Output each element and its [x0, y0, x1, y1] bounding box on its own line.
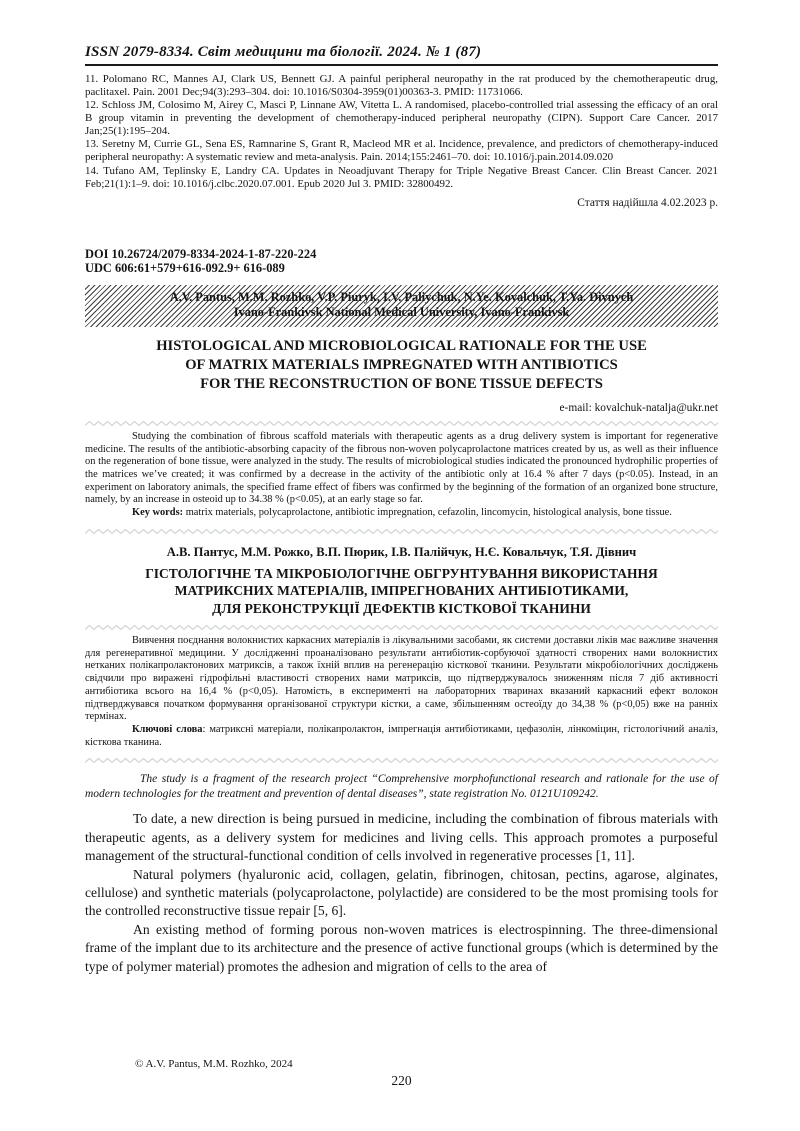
body-paragraph: Natural polymers (hyaluronic acid, collagen, gelatin, fibrinogen, chitosan, pectins, agarose, alginates, cellulose) and synthetic materials (polycaprolactone, polylactide) are considered to be the most promising tools for the controlled reconstructive tissue repair [5, 6].: [85, 866, 718, 919]
email-line: e-mail: kovalchuk-natalja@ukr.net: [559, 401, 718, 414]
article-title-ua-line: МАТРИКСНИХ МАТЕРІАЛІВ, ІМПРЕГНОВАНИХ АНТИБІОТИКАМИ,: [174, 583, 629, 599]
affiliation-en: Ivano-Frankivsk National Medical University, Ivano-Frankivsk: [233, 305, 570, 320]
page-number: 220: [391, 1073, 412, 1088]
keywords-ua: [85, 724, 718, 749]
article-title-ua-line: ГІСТОЛОГІЧНЕ ТА МІКРОБІОЛОГІЧНЕ ОБГРУНТУВАННЯ ВИКОРИСТАННЯ: [145, 565, 658, 581]
zigzag-divider: [85, 757, 718, 764]
journal-header: ISSN 2079-8334. Світ медицини та біології. 2024. № 1 (87): [85, 44, 718, 66]
authors-en: A.V. Pantus, M.M. Rozhko, V.P. Piuryk, I.V. Paliychuk, N.Ye. Kovalchuk, T.Ya. Divnych: [169, 289, 634, 304]
article-title-ua-line: ДЛЯ РЕКОНСТРУКЦІЇ ДЕФЕКТІВ КІСТКОВОЇ ТКАНИНИ: [212, 601, 591, 617]
article-title-en: [85, 337, 718, 394]
page-footer: [85, 1058, 718, 1089]
keywords-en-label: Key words:: [132, 506, 184, 518]
article-meta: [85, 247, 718, 276]
authors-ua: А.В. Пантус, М.М. Рожко, В.П. Пюрик, І.В. Палійчук, Н.Є. Ковальчук, Т.Я. Дівнич: [166, 544, 637, 559]
abstract-en-block: [85, 431, 718, 520]
keywords-ua-label: Ключові слова: [132, 723, 203, 735]
article-title-en-line: FOR THE RECONSTRUCTION OF BONE TISSUE DEFECTS: [200, 375, 603, 392]
reference-item: 13. Seretny M, Currie GL, Sena ES, Ramnarine S, Grant R, Macleod MR et al. Incidence, prevalence, and predictors of chemotherapy-induced peripheral neuropathy: A systematic review and meta-analysis. Pain. 2014;155:2461–70. doi: 10.1016/j.pain.2014.09.020: [85, 138, 718, 164]
udc-line: UDC 606:61+579+616-092.9+ 616-089: [85, 261, 285, 276]
article-title-ua: [85, 565, 718, 618]
doi-line: DOI 10.26724/2079-8334-2024-1-87-220-224: [85, 246, 317, 261]
body-paragraph: An existing method of forming porous non-woven matrices is electrospinning. The three-dimensional frame of the implant due to its architecture and the presence of active functional groups (which is determined by the type of polymer material) promotes the adhesion and migration of cells to the area of: [85, 921, 718, 974]
project-note: The study is a fragment of the research project “Comprehensive morphofunctional research and rationale for the use of modern technologies for the treatment and prevention of dental diseases”, state registration No. 0121U109242.: [85, 773, 718, 800]
abstract-ua: Вивчення поєднання волокнистих каркасних матеріалів із лікувальними засобами, як системи доставки ліків має важливе значення для регенеративної медицини. У дослідженні проаналізовано результати антибіотик-сорбуючої здатності створених нами волокнистих нетканих полікапролактонових матриксів, а також їхній вплив на регенерацію кісткової тканини. Результати мікробіологічних досліджень свідчили про виражені гідрофільні властивості створених нами матриксів, що підтверджувалось зниженням після 7 діб активності антибіотика всього на 16,4 % (p<0,05). Натомість, в експерименті на лабораторних тваринах вказаний каркасний ефект волокон підтверджувався початком формування організованої структури кістки, а саме, збільшенням остеоїду до 34,38 % (p<0,05) вже на ранніх термінах.: [85, 635, 718, 723]
zigzag-divider: [85, 624, 718, 631]
article-body: [85, 810, 718, 976]
zigzag-divider: [85, 420, 718, 427]
abstract-ua-block: [85, 635, 718, 749]
keywords-ua-text: : матриксні матеріали, полікапролактон, імпрегнація антибіотиками, цефазолін, лінкоміцин, гістологічний аналіз, кісткова тканина.: [85, 723, 718, 748]
keywords-en-text: matrix materials, polycaprolactone, antibiotic impregnation, cefazolin, lincomycin, histological analysis, bone tissue.: [183, 506, 672, 518]
project-note-block: [85, 772, 718, 801]
reference-item: 11. Polomano RC, Mannes AJ, Clark US, Bennett GJ. A painful peripheral neuropathy in the rat produced by the chemotherapeutic drug, paclitaxel. Pain. 2001 Dec;94(3):293–304. doi: 10.1016/S0304-3959(01)00363-3. PMID: 11731066.: [85, 73, 718, 99]
authors-banner: [85, 285, 718, 327]
reference-item: 14. Tufano AM, Teplinsky E, Landry CA. Updates in Neoadjuvant Therapy for Triple Negative Breast Cancer. Clin Breast Cancer. 2021 Feb;21(1):1–9. doi: 10.1016/j.clbc.2020.07.001. Epub 2020 Jul 3. PMID: 32800492.: [85, 164, 718, 190]
zigzag-divider: [85, 528, 718, 535]
article-title-en-line: HISTOLOGICAL AND MICROBIOLOGICAL RATIONALE FOR THE USE: [156, 337, 647, 354]
references-list: [85, 73, 718, 191]
body-paragraph: To date, a new direction is being pursued in medicine, including the combination of fibrous materials with therapeutic agents, as a delivery system for medicines and living cells. This approach promotes a purposeful management of the structural-functional condition of cells involved in regenerative processes [1, 11].: [85, 811, 718, 864]
received-date: Стаття надійшла 4.02.2023 р.: [577, 196, 718, 209]
article-title-en-line: OF MATRIX MATERIALS IMPREGNATED WITH ANTIBIOTICS: [185, 356, 618, 373]
reference-item: 12. Schloss JM, Colosimo M, Airey C, Masci P, Linnane AW, Vitetta L. A randomised, placebo-controlled trial assessing the efficacy of an oral B group vitamin in preventing the development of chemotherapy-induced peripheral neuropathy (CIPN). Support Care Cancer. 2017 Jan;25(1):195–204.: [85, 99, 718, 138]
abstract-en: Studying the combination of fibrous scaffold materials with therapeutic agents as a drug delivery system is important for regenerative medicine. The results of the antibiotic-absorbing capacity of the fibrous non-woven polycaprolactone matrices created by us, as well as their influence on the regeneration of bone tissue, were analyzed in the study. The results of microbiological studies indicated the pronounced hydrophilic properties of the matrices we’ve created; it was confirmed by a decrease in the activity of the antibiotic only at 16.4 % after 7 days (p<0.05). Instead, in an experiment on laboratory animals, the specified frame effect of fibers was confirmed by the beginning of the formation of an organized bone structure, namely, by an increase in osteoid up to 34.38 % (p<0.05), at an early stage so far.: [85, 430, 718, 506]
keywords-en: [85, 507, 718, 520]
copyright-line: © A.V. Pantus, M.M. Rozhko, 2024: [135, 1058, 293, 1070]
